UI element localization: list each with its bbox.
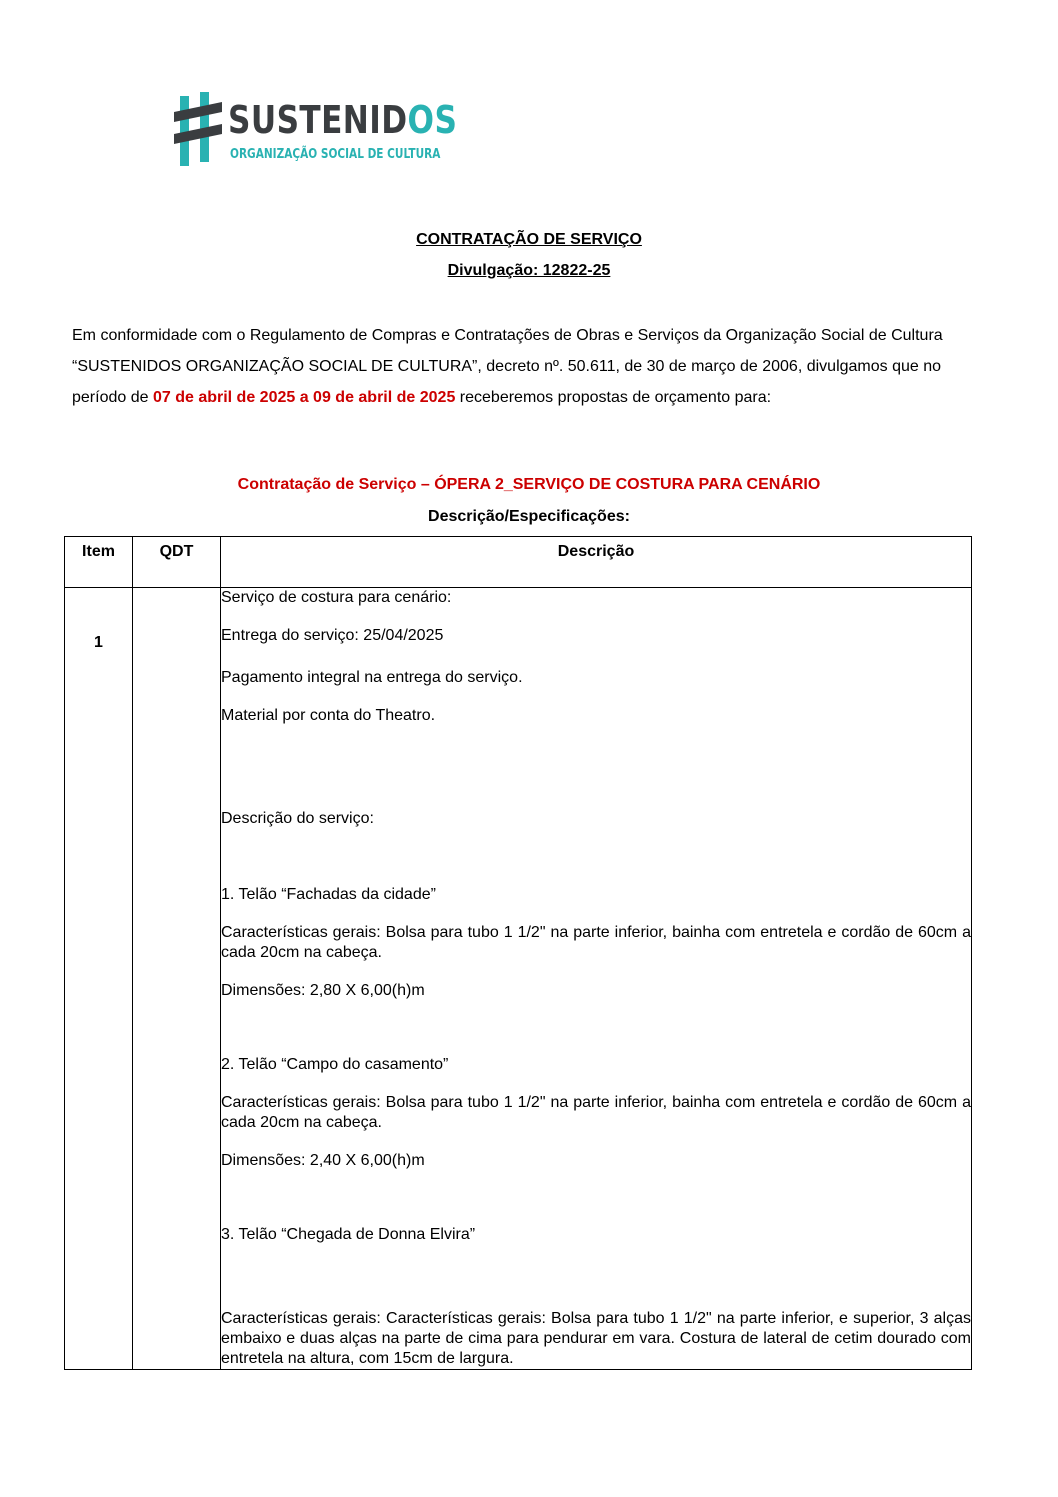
header-qdt-label: QDT [159, 543, 194, 560]
header-item-label: Item [82, 543, 115, 560]
payment-terms: Pagamento integral na entrega do serviço. [221, 669, 523, 686]
sustenidos-logo [172, 90, 458, 170]
header-item [65, 537, 133, 588]
list-item-features: Características gerais: Bolsa para tubo 1 1/2" na parte inferior, bainha com entretela e cordão de 60cm a cada 20cm na cabeça. [221, 1094, 971, 1131]
list-item-features: Características gerais: Características gerais: Bolsa para tubo 1 1/2" na parte inferior, e superior, 3 alças embaixo e duas alças na parte de cima para pendurar em vara. Costura de lateral de cetim dourado com entretela na altura, com 15cm de largura. [221, 1310, 971, 1367]
cell-description [221, 588, 972, 1370]
section-title: Contratação de Serviço – ÓPERA 2_SERVIÇO DE COSTURA PARA CENÁRIO [237, 476, 821, 493]
cell-qdt [133, 588, 221, 1370]
service-label: Serviço de costura para cenário: [221, 589, 452, 606]
intro-paragraph [72, 320, 982, 413]
service-desc-label: Descrição do serviço: [221, 810, 374, 827]
list-item-title: 1. Telão “Fachadas da cidade” [221, 886, 436, 903]
logo-wordmark [228, 100, 457, 140]
list-item-dimensions: Dimensões: 2,40 X 6,00(h)m [221, 1152, 425, 1169]
list-item-title: 2. Telão “Campo do casamento” [221, 1056, 449, 1073]
list-item-title: 3. Telão “Chegada de Donna Elvira” [221, 1226, 476, 1243]
header-description-label: Descrição [557, 543, 635, 560]
list-item-features: Características gerais: Bolsa para tubo 1 1/2" na parte inferior, bainha com entretela e cordão de 60cm a cada 20cm na cabeça. [221, 924, 971, 961]
header-description [221, 537, 972, 588]
intro-text-before: Em conformidade com o Regulamento de Compras e Contratações de Obras e Serviços da Organização Social de Cultura “SUSTENIDOS ORGANIZAÇÃO SOCIAL DE CULTURA”, decreto nº. 50.611, de 30 de março de 2006, divulgamos que no período de [72, 327, 943, 406]
intro-text-after: receberemos propostas de orçamento para: [455, 389, 772, 406]
delivery-date: Entrega do serviço: 25/04/2025 [221, 627, 444, 644]
table-header-row [65, 537, 972, 588]
spec-table [64, 536, 972, 1370]
list-item-dimensions: Dimensões: 2,80 X 6,00(h)m [221, 982, 425, 999]
intro-period: 07 de abril de 2025 a 09 de abril de 2025 [152, 389, 456, 406]
disclosure-number: Divulgação: 12822-25 [447, 262, 611, 279]
document-title: CONTRATAÇÃO DE SERVIÇO [416, 231, 642, 248]
table-row [65, 588, 972, 1370]
spec-heading: Descrição/Especificações: [428, 508, 630, 525]
logo-word-dark: SUSTENID [228, 98, 408, 142]
material-note: Material por conta do Theatro. [221, 707, 436, 724]
item-number: 1 [94, 634, 103, 651]
header-qdt [133, 537, 221, 588]
cell-item [65, 588, 133, 1370]
logo-subtitle: ORGANIZAÇÃO SOCIAL DE CULTURA [230, 146, 441, 162]
logo-word-teal: OS [407, 98, 458, 142]
hashtag-logo-icon [172, 90, 228, 170]
